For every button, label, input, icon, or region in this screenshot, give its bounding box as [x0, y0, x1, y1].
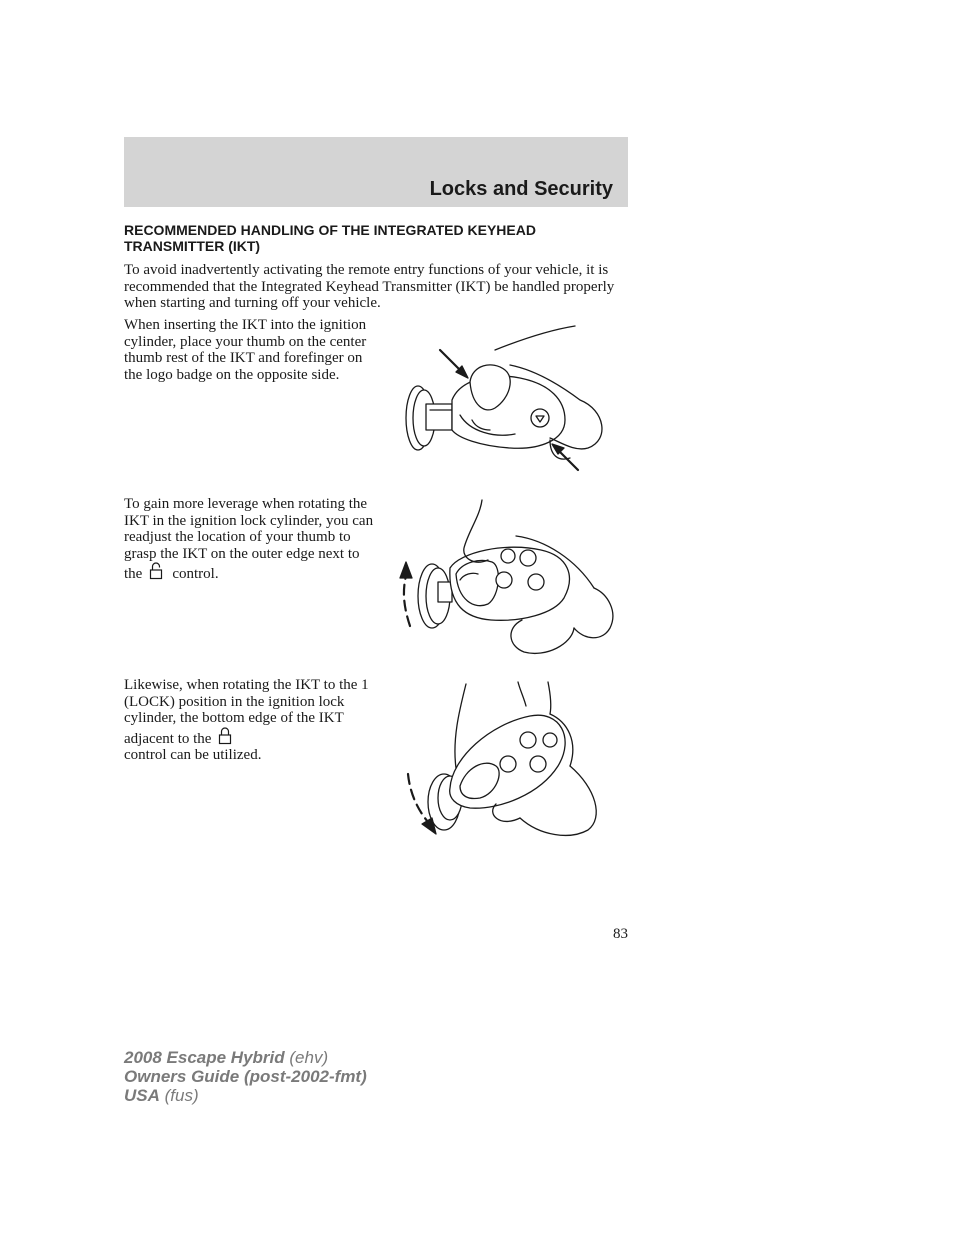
- lock-paragraph: [124, 677, 378, 764]
- lock-text: Likewise, when rotating the IKT to the 1 (LOCK) position in the ignition lock cylinder, the bottom edge of the IKT adjacent to the: [124, 677, 369, 747]
- section-title: Locks and Security: [429, 178, 613, 200]
- unlock-icon: [148, 562, 164, 580]
- intro-paragraph: To avoid inadvertently activating the remote entry functions of your vehicle, it is recommended that the Integrated Keyhead Transmitter (IKT) be handled properly when starting and turning off your vehicle.: [124, 262, 615, 312]
- page-number: 83: [613, 926, 628, 942]
- rotate-lock-illustration: [400, 678, 605, 840]
- inserting-paragraph: When inserting the IKT into the ignition cylinder, place your thumb on the center thumb rest of the IKT and forefinger on the logo badge on the opposite side.: [124, 317, 367, 383]
- footer-line-3: USA (fus): [124, 1086, 199, 1105]
- section-heading: RECOMMENDED HANDLING OF THE INTEGRATED KEYHEAD TRANSMITTER (IKT): [124, 222, 536, 254]
- footer-line-2: Owners Guide (post-2002-fmt): [124, 1067, 367, 1086]
- lock-icon: [217, 727, 233, 745]
- leverage-paragraph: [124, 496, 378, 583]
- footer-line-1: 2008 Escape Hybrid (ehv): [124, 1048, 329, 1067]
- insert-key-illustration: [400, 320, 610, 475]
- footer: [124, 1048, 367, 1105]
- section-header-band: [124, 137, 628, 207]
- lock-text-end: control can be utilized.: [124, 747, 262, 764]
- rotate-unlock-illustration: [396, 496, 618, 658]
- leverage-text-end: control.: [172, 566, 219, 583]
- leverage-text: To gain more leverage when rotating the IKT in the ignition lock cylinder, you can readjust the location of your thumb to grasp the IKT on the outer edge next to the: [124, 496, 374, 583]
